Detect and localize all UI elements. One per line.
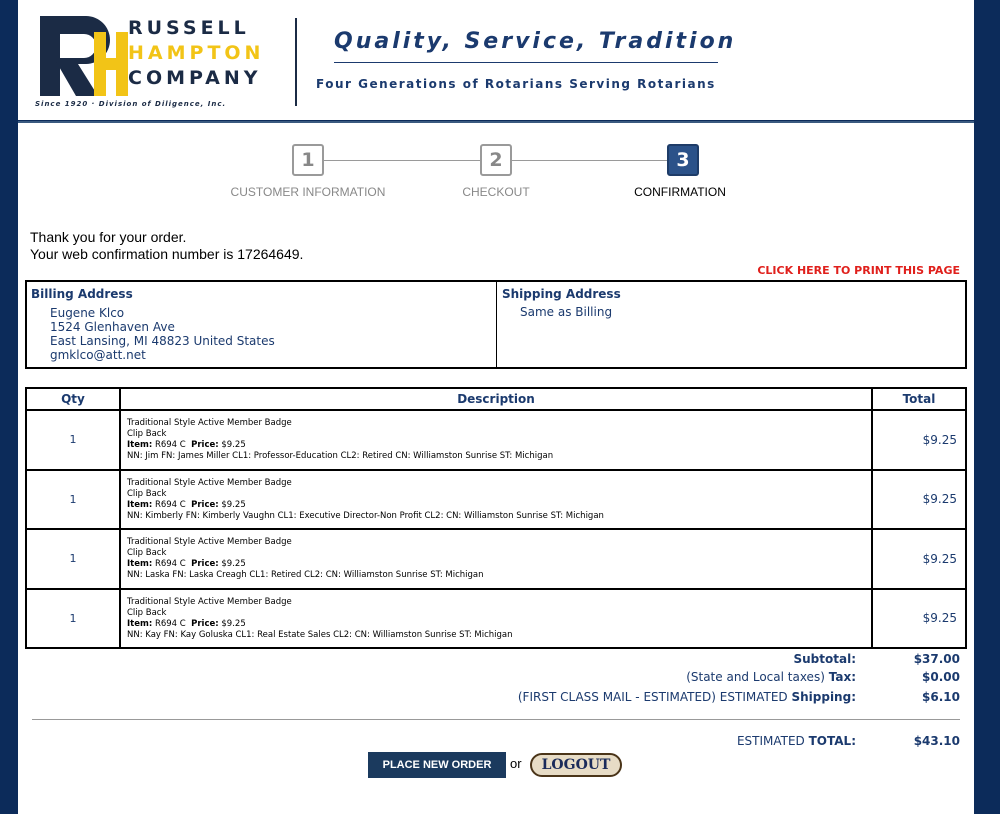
item-details: NN: Laska FN: Laska Creagh CL1: Retired CL2: CN: Williamston Sunrise ST: Michigan bbox=[127, 570, 484, 581]
subtagline: Four Generations of Rotarians Serving Rotarians bbox=[316, 77, 716, 91]
billing-city: East Lansing, MI 48823 United States bbox=[50, 334, 275, 348]
company-name bbox=[128, 16, 264, 91]
shipping-value: $6.10 bbox=[922, 690, 960, 704]
row-qty: 1 bbox=[26, 470, 120, 530]
thank-you-message bbox=[30, 229, 303, 263]
column-header-qty: Qty bbox=[26, 388, 120, 410]
step-1-badge: 1 bbox=[292, 144, 324, 176]
or-text: or bbox=[510, 756, 522, 771]
step-connector-2 bbox=[512, 160, 667, 161]
row-description bbox=[120, 529, 872, 589]
tagline-underline bbox=[334, 62, 718, 63]
tagline: Quality, Service, Tradition bbox=[334, 29, 737, 54]
row-description bbox=[120, 470, 872, 530]
table-row bbox=[26, 529, 966, 589]
shipping-row bbox=[18, 690, 974, 708]
item-code-line bbox=[127, 619, 865, 630]
item-style: Clip Back bbox=[127, 548, 167, 559]
step-connector-1 bbox=[324, 160, 480, 161]
row-qty: 1 bbox=[26, 529, 120, 589]
step-2-badge: 2 bbox=[480, 144, 512, 176]
totals-divider bbox=[32, 719, 960, 720]
tax-prefix: (State and Local taxes) bbox=[686, 670, 825, 684]
item-name: Traditional Style Active Member Badge bbox=[127, 477, 292, 488]
table-row bbox=[26, 410, 966, 470]
print-page-link[interactable]: CLICK HERE TO PRINT THIS PAGE bbox=[757, 264, 960, 277]
price-label: Price: bbox=[191, 499, 219, 510]
item-code: R694 C bbox=[154, 559, 186, 570]
total-label-bold: TOTAL: bbox=[808, 734, 856, 748]
item-details: NN: Kay FN: Kay Goluska CL1: Real Estate Sales CL2: CN: Williamston Sunrise ST: Michigan bbox=[127, 629, 513, 640]
site-header bbox=[18, 0, 974, 120]
column-header-description: Description bbox=[120, 388, 872, 410]
shipping-value: Same as Billing bbox=[520, 305, 613, 319]
billing-street: 1524 Glenhaven Ave bbox=[50, 320, 175, 334]
grand-total-value: $43.10 bbox=[913, 734, 960, 748]
step-label-customer-information: CUSTOMER INFORMATION bbox=[230, 185, 386, 199]
header-divider bbox=[295, 18, 297, 106]
tax-label-bold: Tax: bbox=[828, 670, 856, 684]
table-row bbox=[26, 589, 966, 649]
table-row bbox=[26, 470, 966, 530]
billing-email: gmklco@att.net bbox=[50, 348, 146, 362]
price-label: Price: bbox=[191, 618, 219, 629]
confirmation-number-line: Your web confirmation number is 17264649. bbox=[30, 246, 304, 262]
tax-label bbox=[686, 670, 856, 684]
logo-word-company: COMPANY bbox=[128, 67, 262, 89]
step-label-confirmation: CONFIRMATION bbox=[634, 185, 726, 199]
row-total: $9.25 bbox=[872, 529, 966, 589]
step-3-badge: 3 bbox=[667, 144, 699, 176]
column-header-total: Total bbox=[872, 388, 966, 410]
row-total: $9.25 bbox=[872, 470, 966, 530]
item-price: $9.25 bbox=[221, 499, 246, 510]
shipping-label bbox=[518, 690, 856, 704]
shipping-label-bold: Shipping: bbox=[791, 690, 856, 704]
shipping-prefix: (FIRST CLASS MAIL - ESTIMATED) ESTIMATED bbox=[517, 690, 788, 704]
item-name: Traditional Style Active Member Badge bbox=[127, 596, 292, 607]
row-description bbox=[120, 410, 872, 470]
logo-word-russell: RUSSELL bbox=[128, 17, 250, 39]
confirmation-panel bbox=[18, 121, 974, 814]
item-code: R694 C bbox=[154, 440, 186, 451]
grand-total-label bbox=[737, 734, 856, 748]
address-box bbox=[25, 280, 967, 369]
thank-you-line: Thank you for your order. bbox=[30, 229, 187, 245]
logout-button[interactable]: LOGOUT bbox=[530, 753, 622, 777]
item-label: Item: bbox=[127, 559, 153, 570]
item-style: Clip Back bbox=[127, 488, 167, 499]
item-details: NN: Jim FN: James Miller CL1: Professor-Education CL2: Retired CN: Williamston Sunrise ST: Michigan bbox=[127, 451, 554, 462]
item-price: $9.25 bbox=[221, 618, 246, 629]
item-code-line bbox=[127, 559, 865, 570]
row-total: $9.25 bbox=[872, 589, 966, 649]
step-label-checkout: CHECKOUT bbox=[462, 185, 530, 199]
table-header-row bbox=[26, 388, 966, 410]
subtotal-row bbox=[18, 652, 974, 670]
item-price: $9.25 bbox=[221, 440, 246, 451]
item-price: $9.25 bbox=[221, 559, 246, 570]
item-label: Item: bbox=[127, 499, 153, 510]
tax-value: $0.00 bbox=[922, 670, 960, 684]
item-label: Item: bbox=[127, 618, 153, 629]
item-style: Clip Back bbox=[127, 607, 167, 618]
row-qty: 1 bbox=[26, 589, 120, 649]
item-style: Clip Back bbox=[127, 429, 167, 440]
row-description bbox=[120, 589, 872, 649]
billing-address-title: Billing Address bbox=[31, 287, 133, 301]
item-details: NN: Kimberly FN: Kimberly Vaughn CL1: Executive Director-Non Profit CL2: CN: Williamston Sunrise ST: Michigan bbox=[127, 510, 604, 521]
place-new-order-button[interactable]: PLACE NEW ORDER bbox=[368, 752, 506, 778]
subtotal-value: $37.00 bbox=[913, 652, 960, 666]
price-label: Price: bbox=[191, 559, 219, 570]
grand-total-row bbox=[18, 734, 974, 752]
shipping-address bbox=[498, 282, 965, 367]
row-qty: 1 bbox=[26, 410, 120, 470]
item-name: Traditional Style Active Member Badge bbox=[127, 418, 292, 429]
item-name: Traditional Style Active Member Badge bbox=[127, 537, 292, 548]
total-prefix: ESTIMATED bbox=[736, 734, 805, 748]
item-code: R694 C bbox=[154, 618, 186, 629]
row-total: $9.25 bbox=[872, 410, 966, 470]
order-items-table bbox=[25, 387, 967, 649]
shipping-address-title: Shipping Address bbox=[502, 287, 621, 301]
billing-name: Eugene Klco bbox=[50, 306, 125, 320]
price-label: Price: bbox=[191, 440, 219, 451]
billing-address bbox=[27, 282, 497, 367]
item-code-line bbox=[127, 500, 865, 511]
item-label: Item: bbox=[127, 440, 153, 451]
item-code-line bbox=[127, 440, 865, 451]
item-code: R694 C bbox=[154, 499, 186, 510]
logo-since-text: Since 1920 · Division of Diligence, Inc. bbox=[35, 100, 227, 108]
logo-word-hampton: HAMPTON bbox=[128, 42, 265, 64]
tax-row bbox=[18, 670, 974, 688]
subtotal-label: Subtotal: bbox=[793, 652, 856, 666]
russell-hampton-logo-icon[interactable] bbox=[38, 14, 130, 98]
